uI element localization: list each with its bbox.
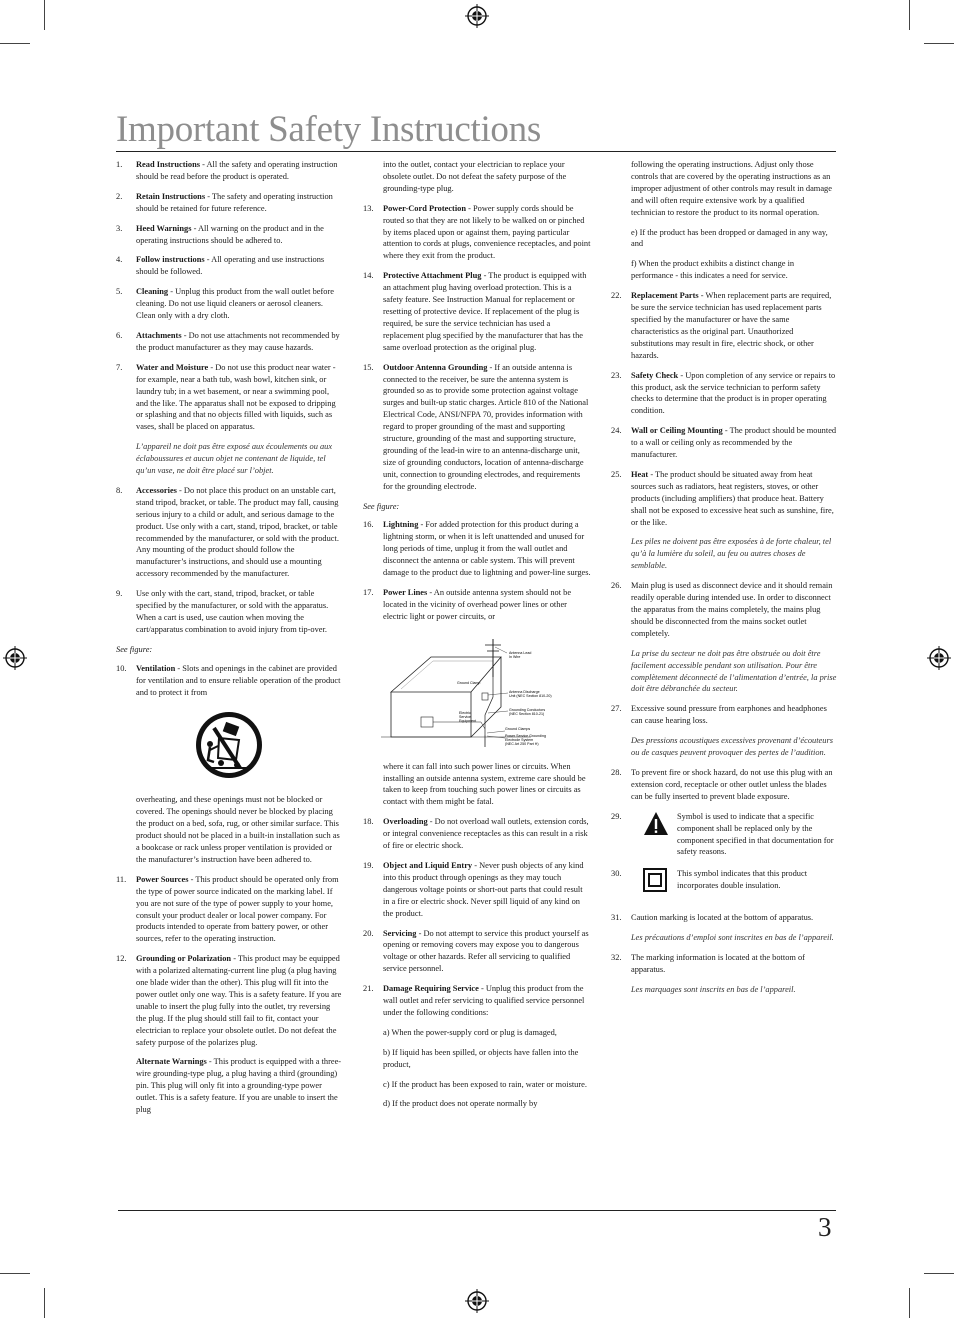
list-item: 20. Servicing - Do not attempt to service this product yourself as opening or removing covers may expose you to dangerous voltage or other hazards. Refer all servicing to qualified service personnel. [363,928,589,974]
french-note: L’appareil ne doit pas être exposé aux écoulements ou aux éclaboussures et aucun objet ne contenant de liquide, tel qu’un vase, ne doit être placé sur l’objet. [136,442,333,476]
french-note: Des pressions acoustiques excessives provenant d’écouteurs ou de casques peuvent provoquer des pertes de l’audition. [631,736,833,758]
french-note: Les marquages sont inscrits en bas de l’appareil. [631,984,796,994]
crop-mark [44,0,45,30]
french-note: Les piles ne doivent pas être exposées à de forte chaleur, tel qu’à la lumière du soleil, au feu ou autres choses de semblable. [631,537,832,571]
diagram-label: Antenna Discharge [509,689,540,694]
diagram-label: Ground Clamps [505,726,531,731]
antenna-grounding-diagram [381,637,571,749]
list-item: 9. Use only with the cart, stand, tripod, bracket, or table specified by the manufacturer, or sold with the apparatus. When a cart is used, use caution when moving the cart/apparatus combination to avoid injury from tip-over. [116,589,329,634]
list-item: 10. Ventilation - Slots and openings in the cabinet are provided for ventilation and to ensure reliable operation of the product and to protect it from [116,663,341,697]
list-item: 4. Follow instructions - All operating and use instructions should be followed. [116,255,325,277]
see-figure-label: See figure: [116,644,153,654]
list-item: 8. Accessories - Do not place this product on an unstable cart, stand tripod, bracket, or table. The product may fall, causing serious injury to a child or adult, and serious damage to the product. Use only with a cart, stand, tripod, bracket, or table recommended by the manufacturer, or sold with the product. Any mounting of the product should follow the manufacturer’s instructions, and should use a mounting accessory recommended by the manufacturer. [116,485,339,579]
column-3 [611,159,837,1004]
paragraph: Alternate Warnings - This product is equipped with a three-wire grounding-type plug, a plug having a third (grounding) pin. This plug will only fit into a grounding-type power outlet. This is a safety feature. If you are unable to insert the plug [136,1057,342,1115]
footer-rule [118,1210,836,1211]
paragraph: following the operating instructions. Adjust only those controls that are covered by the operating instructions as an improper adjustment of other controls may result in damage and will often require extensive work by a qualified technician to restore the product to its normal operation. [631,160,832,217]
page-number: 3 [818,1212,832,1242]
column-1 [116,159,342,1116]
warning-triangle-icon [643,811,669,837]
sub-item: c) If the product has been exposed to rain, water or moisture. [383,1079,587,1089]
french-note: Les précautions d’emploi sont inscrites en bas de l’appareil. [631,933,834,943]
crop-mark [909,0,910,30]
list-item: 2. Retain Instructions - The safety and operating instruction should be retained for future reference. [116,191,333,213]
list-item: 11. Power Sources - This product should be operated only from the type of power source indicated on the marking label. If you are not sure of the type of power supply to your home, consult your product dealer or local power company. For products intended to operate from battery power, or other sources, refer to the operating instruction. [116,874,339,944]
diagram-label: Ground Clamp [457,680,481,685]
registration-mark-icon [927,646,951,670]
list-item: 27. Excessive sound pressure from earphones and headphones can cause hearing loss. [611,704,827,726]
list-item: 30. This symbol indicates that this product incorporates double insulation. [611,868,837,902]
list-item: 26. Main plug is used as disconnect device and it should remain readily operable during intended use. In order to disconnect the apparatus from the mains completely, the mains plug should be disconnected from the mains socket outlet completely. [611,581,833,638]
diagram-label: Equipment [459,718,477,723]
list-item: 3. Heed Warnings - All warning on the product and in the operating instructions should be adhered to. [116,223,324,245]
double-insulation-icon [643,868,667,892]
crop-mark [0,1273,30,1274]
diagram-label: Electric [459,710,471,715]
list-item: 5. Cleaning - Unplug this product from the wall outlet before cleaning. Do not use liquid cleaners or aerosol cleaners. Clean only with a dry cloth. [116,287,334,321]
see-figure-label: See figure: [363,501,400,511]
list-item: 24. Wall or Ceiling Mounting - The product should be mounted to a wall or ceiling only as recommended by the manufacturer. [611,426,837,460]
list-item: 19. Object and Liquid Entry - Never push objects of any kind into this product through openings as they may touch dangerous voltage points or short-out parts that could result in a fire or electric shock. Never spill liquid of any kind on the product. [363,860,584,918]
diagram-label: (NEC Art 250 Part H) [505,741,539,746]
diagram-label: Service [459,714,471,719]
crop-mark [44,1288,45,1318]
list-item: 7. Water and Moisture - Do not use this product near water - for example, near a bath tub, wash bowl, kitchen sink, or laundry tub; in a wet basement, or near a swimming pool, and the like. The apparatus shall not be exposed to dripping or splashing and that no objects filled with liquids, such as vases, shall be placed on apparatus. [116,362,336,432]
list-item: 18. Overloading - Do not overload wall outlets, extension cords, or integral convenience receptacles as this can result in a risk of fire or electric shock. [363,817,589,851]
crop-mark [0,43,30,44]
diagram-label: (NEC Section 810-21) [509,711,545,716]
crop-mark [924,43,954,44]
list-item: 23. Safety Check - Upon completion of any service or repairs to this product, ask the service technician to perform safety checks to determine that the product is in proper operating condition. [611,370,836,416]
diagram-label: Antenna Lead [509,650,532,655]
list-item: 16. Lightning - For added protection for this product during a lightning storm, or when it is left unattended and unused for long periods of time, unplug it from the wall outlet and disconnect the antenna or cable system. This will prevent damage to the product due to lightning and power-line surges. [363,520,591,578]
list-item: 14. Protective Attachment Plug - The product is equipped with an attachment plug having overload protection. This is a safety feature. See Instruction Manual for replacement or resetting of protective device. If replacement of the plug is required, be sure the service technician has used a replacement plug specified by the manufacturer that has the same overload protection as the original plug. [363,271,587,352]
page-title: Important Safety Instructions [116,109,541,150]
list-item: 22. Replacement Parts - When replacement parts are required, be sure the service technician has used replacement parts specified by the manufacturer or have the same characteristics as the original part. Unauthorized substitutions may result in fire, electric shock, or other hazards. [611,291,832,360]
list-item: 29. Symbol is used to indicate that a specific component shall be replaced only by the component specified in that documentation for safety reasons. [611,811,834,857]
cart-tip-over-warning-icon [194,710,264,780]
list-item: 25. Heat - The product should be situated away from heat sources such as radiators, heat registers, stoves, or other products (including amplifiers) that produce heat. Battery shall not be exposed to excessive heat such as sunshine, fire, or the like. [611,469,834,527]
paragraph: into the outlet, contact your electrician to replace your obsolete outlet. Do not defeat the safety purpose of the grounding-type plug. [383,160,567,193]
list-item: 28. To prevent fire or shock hazard, do not use this plug with an extension cord, receptacle or other outlet unless the blades can be fully inserted to prevent blade exposure. [611,767,833,801]
sub-item: b) If liquid has been spilled, or objects have fallen into the product, [383,1047,579,1069]
list-item: 12. Grounding or Polarization - This product may be equipped with a polarized alternating-current line plug (a plug having one blade wider than the other). This plug will fit into the power outlet only one way. This is a safety feature. If you are unable to insert the plug fully into the outlet, try reversing the plug. If the plug should still fail to fit, contact your electrician to replace your obsolete outlet. Do not defeat the safety purpose of the polarizes plug. [116,954,342,1047]
list-item: 6. Attachments - Do not use attachments not recommended by the product manufacturer as they may cause hazards. [116,330,340,352]
list-item: 32. The marking information is located at the bottom of apparatus. [611,953,805,975]
sub-item: f) When the product exhibits a distinct change in performance - this indicates a need for service. [631,259,795,281]
crop-mark [924,1273,954,1274]
list-item: 13. Power-Cord Protection - Power supply cords should be routed so that they are not likely to be walked on or pinched by items placed upon or against them, paying particular attention to cords at plugs, convenience receptacles, and point where they exit from the product. [363,203,591,261]
paragraph: overheating, and these openings must not be blocked or covered. The openings should never be blocked by placing the product on a bed, sofa, rug, or other similar surface. This product should not be placed in a built-in installation such as a bookcase or rack unless proper ventilation is provided or the manufacturer’s instruction have been adhered to. [136,795,340,864]
crop-mark [909,1288,910,1318]
list-item: 31. Caution marking is located at the bottom of apparatus. [611,913,814,923]
title-rule [116,151,836,152]
paragraph: where it can fall into such power lines or circuits. When installing an outside antenna system, extreme care should be taken to keep from touching such power lines or circuits as contact with them might be fatal. [383,761,586,807]
sub-item: d) If the product does not operate normally by [383,1099,538,1109]
registration-mark-icon [465,4,489,28]
diagram-label: Power Service Grounding [505,733,546,738]
diagram-label: Electrode System [505,737,534,742]
registration-mark-icon [465,1289,489,1313]
registration-mark-icon [3,646,27,670]
diagram-label: Unit (NEC Section 810-20) [509,693,552,698]
column-2 [363,159,591,1118]
diagram-label: Grounding Conductors [509,707,546,712]
sub-item: e) If the product has been dropped or damaged in any way, and [631,227,828,249]
list-item: 17. Power Lines - An outside antenna system should not be located in the vicinity of overhead power lines or other electric light or power circuits, or [363,588,572,621]
sub-item: a) When the power-supply cord or plug is damaged, [383,1027,557,1037]
diagram-label: In Wire [509,654,521,659]
french-note: La prise du secteur ne doit pas être obstruée ou doit être facilement accessible pendant son utilisation. Pour être complètement déconnecté de l’alimentation d’entrée, la prise doit être débranchée du secteur. [631,648,837,694]
list-item: 1. Read Instructions - All the safety and operating instruction should be read before the product is operated. [116,160,338,181]
list-item: 21. Damage Requiring Service - Unplug this product from the wall outlet and refer servicing to qualified service personnel under the following conditions: [363,984,585,1017]
list-item: 15. Outdoor Antenna Grounding - If an outside antenna is connected to the receiver, be sure the antenna system is grounded so as to provide some protection against voltage surges and built-up static charges. Article 810 of the National Electrical Code, ANSI/NFPA 70, provides information with regard to proper grounding of the mast and supporting structure, grounding of the mast and supporting structure, grounding of the lead-in wire to an antenna-discharge unit, size of grounding conductors, location of antenna-discharge unit, connection to grounding electrodes, and requirements for the grounding electrode. [363,362,589,491]
